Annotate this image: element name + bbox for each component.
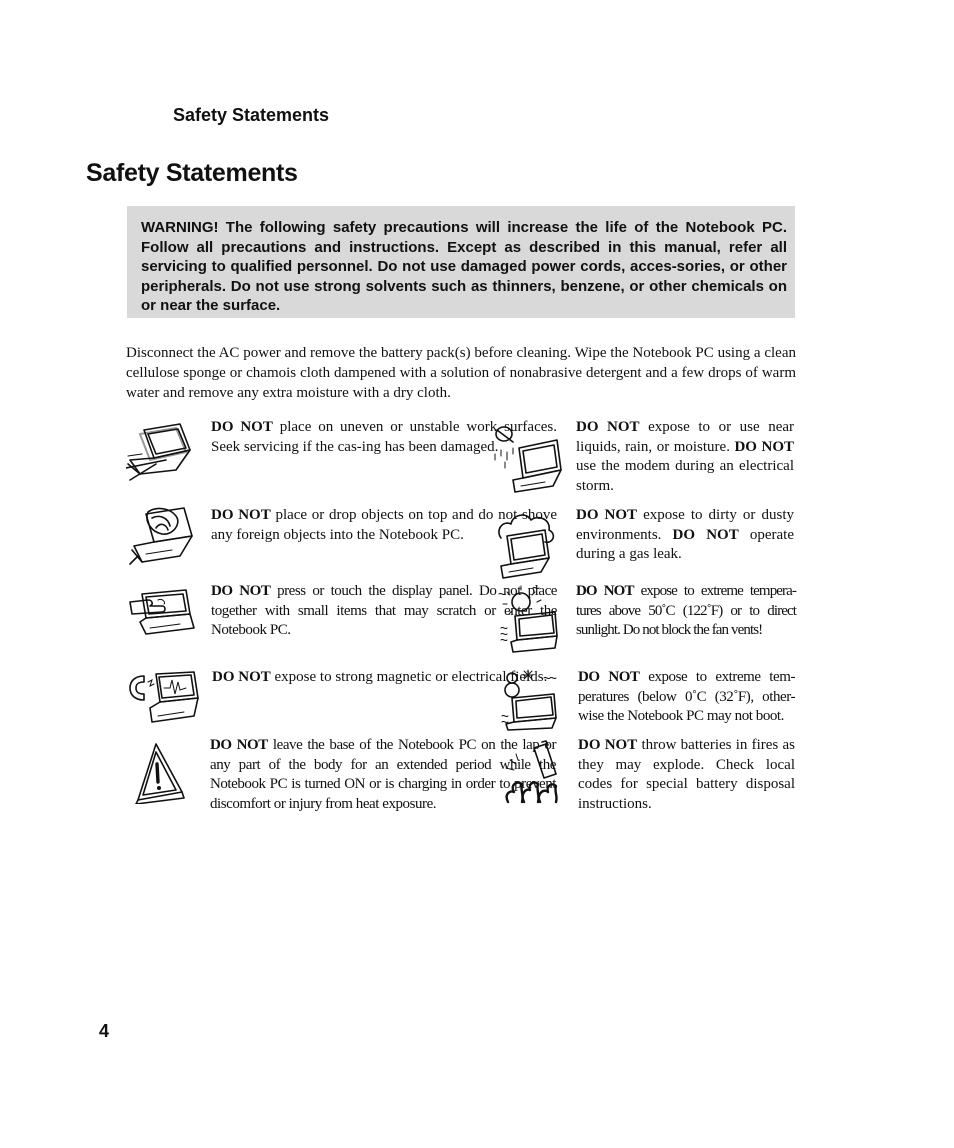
do-not-label: DO NOT	[210, 737, 268, 753]
do-not-label: DO NOT	[211, 583, 271, 599]
safety-text-body: leave the base of the Notebook PC on the lap or any part of the body for an extended period while the Notebook PC is turned ON or is charging in order to prevent discomfort or injury from heat exposure.	[210, 737, 556, 812]
safety-text-body: expose to or use near liquids, rain, or moisture.	[576, 419, 794, 455]
do-not-label: DO NOT	[211, 419, 273, 435]
safety-text	[576, 418, 794, 496]
do-not-label: DO NOT	[576, 419, 640, 435]
press-display-icon	[128, 586, 200, 638]
safety-text-body: operate during a gas leak.	[576, 526, 794, 563]
cleaning-instructions: Disconnect the AC power and remove the battery pack(s) before cleaning. Wipe the Notebook PC using a clean cellulose sponge or chamois cloth dampened with a solution of nonabrasive detergent and a few drops of warm water and remove any extra moisture with a dry cloth.	[126, 345, 796, 401]
safety-text	[578, 736, 795, 814]
dust-cloud-icon	[491, 510, 563, 580]
caution-triangle-icon	[134, 742, 190, 804]
safety-text-body: expose to strong magnetic or electrical fields.	[270, 669, 548, 685]
safety-text-body: place on uneven or unstable work surfaces. Seek servicing if the cas-ing has been damaged.	[211, 419, 557, 455]
objects-on-top-icon	[126, 506, 198, 570]
do-not-label: DO NOT	[578, 669, 640, 685]
safety-text-body: use the modem during an electrical storm.	[576, 458, 794, 494]
do-not-label: DO NOT	[734, 438, 794, 455]
do-not-label: DO NOT	[576, 583, 634, 599]
heat-sun-icon	[497, 584, 565, 654]
safety-text	[576, 506, 794, 565]
safety-text-body: place or drop objects on top and do not shove any foreign objects into the Notebook PC.	[211, 507, 557, 543]
safety-text-body: expose to extreme tempera-tures above 50˚C (122˚F) or to direct sunlight. Do not block the fan vents!	[576, 583, 796, 639]
safety-text	[576, 582, 796, 641]
safety-text	[578, 668, 795, 727]
page-number: 4	[99, 1021, 110, 1041]
battery-fire-icon	[504, 740, 564, 804]
do-not-label: DO NOT	[576, 507, 638, 523]
liquid-rain-icon	[491, 420, 563, 496]
safety-text-body: press or touch the display panel. Do not place together with small items that may scratch or enter the Notebook PC.	[211, 583, 557, 639]
do-not-label: DO NOT	[578, 737, 638, 753]
safety-text-body: expose to extreme tem-peratures (below 0˚C (32˚F), other-wise the Notebook PC may not boot.	[578, 669, 795, 725]
do-not-label: DO NOT	[672, 526, 739, 543]
safety-text-body: throw batteries in fires as they may explode. Check local codes for special battery disposal instructions.	[578, 737, 795, 812]
warning-box: WARNING! The following safety precautions will increase the life of the Notebook PC. Follow all precautions and instructions. Except as described in this manual, refer all servicing to qualified personnel. Do not use damaged power cords, acces-sories, or other peripherals. Do not use strong solvents such as thinners, benzene, or other chemicals on or near the surface.	[127, 206, 795, 318]
magnetic-field-icon	[128, 670, 200, 726]
do-not-label: DO NOT	[211, 507, 271, 523]
section-title: Safety Statements	[86, 159, 298, 187]
safety-text-body: expose to dirty or dusty environments.	[576, 507, 794, 543]
uneven-surface-icon	[126, 420, 198, 482]
running-header: Safety Statements	[173, 105, 330, 125]
do-not-label: DO NOT	[212, 669, 271, 685]
cold-temperature-icon	[498, 668, 566, 732]
